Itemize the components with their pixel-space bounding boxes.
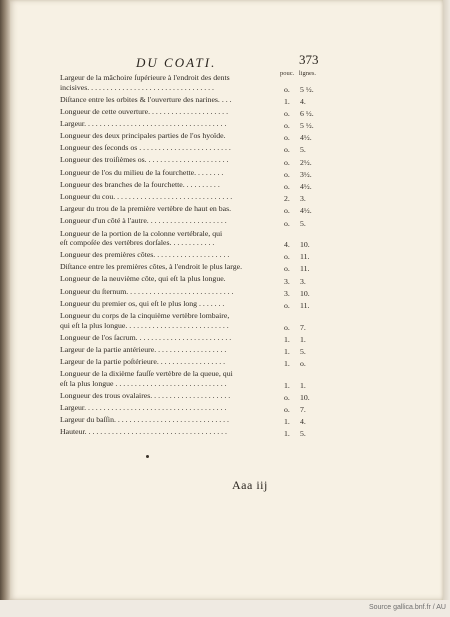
book-gutter-shadow [0, 0, 10, 600]
row-pouces: o. [284, 157, 290, 167]
row-pouces: 3. [284, 276, 290, 286]
row-lignes: 4½. [300, 206, 312, 216]
table-row [60, 143, 330, 155]
row-pouces: o. [284, 392, 290, 402]
row-pouces: 1. [284, 429, 290, 439]
table-row [60, 391, 330, 403]
table-row [60, 119, 330, 131]
row-pouces: o. [284, 121, 290, 131]
row-lignes: 4. [300, 417, 306, 427]
row-lignes: 11. [300, 301, 310, 310]
row-pouces: o. [284, 84, 290, 94]
page-edge [443, 0, 450, 600]
row-lignes: 10. [300, 288, 310, 298]
row-lignes: 10. [300, 240, 310, 250]
page-number: 373 [299, 52, 319, 67]
row-pouces: o. [284, 182, 290, 191]
row-description: Longueur de cette ouverture. . . . . . . . . . . . . . . . . . . . . [60, 106, 229, 116]
row-pouces: o. [284, 404, 290, 414]
row-lignes: 6 ½. [300, 108, 314, 118]
row-pouces: 1. [284, 417, 290, 427]
row-lignes: 5 ½. [300, 84, 314, 94]
row-lignes: 4½. [300, 133, 312, 143]
row-lignes: o. [300, 359, 306, 369]
row-description: Largeur du baſſin. . . . . . . . . . . . . . . . . . . . . . . . . . . . . . [60, 414, 229, 424]
table-row [60, 287, 330, 299]
row-lignes: 11. [300, 252, 310, 262]
row-description: Longueur du ſternum. . . . . . . . . . . . . . . . . . . . . . . . . . . . [60, 286, 234, 296]
row-pouces: 2. [284, 194, 290, 204]
row-lignes: 10. [300, 392, 310, 402]
row-lignes: 5. [300, 218, 306, 228]
row-description: Longueur des deux principales parties de l'os hyoïde. [60, 131, 226, 141]
source-credit: Source gallica.bnf.fr / AU [368, 604, 446, 611]
row-description: Longueur du cou. . . . . . . . . . . . . . . . . . . . . . . . . . . . . . . [60, 192, 233, 201]
table-row [60, 250, 330, 262]
row-lignes: 5. [300, 346, 306, 356]
row-pouces: 1. [284, 359, 290, 369]
row-pouces: 3. [284, 288, 290, 298]
row-description: Longueur de l'os ſacrum. . . . . . . . . . . . . . . . . . . . . . . . . [60, 332, 232, 342]
table-row [60, 369, 330, 391]
row-pouces: o. [284, 218, 290, 228]
row-description: Diſtance entre les orbites & l'ouverture des narines. . . . [60, 94, 232, 104]
row-description: Longueur d'un côté à l'autre. . . . . . . . . . . . . . . . . . . . . [60, 216, 227, 226]
column-header-units: pouc. lignes. [280, 70, 317, 77]
row-lignes: 3. [300, 276, 306, 286]
row-lignes: 1. [300, 334, 306, 344]
row-description: Diſtance entre les premières côtes, à l'endroit le plus large. [60, 262, 243, 272]
row-lignes: 5. [300, 145, 306, 155]
row-description: Longueur de la portion de la colonne vertébrale, qui eſt compoſée des vertèbres dorſales. . . . . . . . . . . . [60, 228, 223, 248]
row-lignes: 7. [300, 322, 306, 332]
row-description: Largeur du trou de la première vertèbre de haut en bas. [60, 204, 232, 214]
table-row [60, 274, 330, 286]
table-row [60, 333, 330, 345]
table-row [60, 357, 330, 369]
row-pouces: o. [284, 108, 290, 118]
row-description: Largeur de la partie poſtérieure. . . . . . . . . . . . . . . . . . [60, 356, 226, 366]
table-row [60, 192, 330, 204]
row-description: Largeur de la mâchoire ſupérieure à l'endroit des dents incisives. . . . . . . . . . . . . . . . . . . . . . . . . . . . . . . . . [60, 73, 230, 92]
row-pouces: 1. [284, 96, 290, 106]
row-description: Longueur du corps de la cinquième vertèbre lombaire, qui eſt la plus longue. . . . . . . . . . . . . . . . . . . . . . . . . . . [60, 311, 230, 330]
running-head: DU COATI. [136, 55, 217, 70]
row-lignes: 3½. [300, 169, 312, 179]
signature-mark: Aaa iij [232, 478, 268, 492]
row-description: Longueur des troiſièmes os. . . . . . . . . . . . . . . . . . . . . . [60, 155, 229, 165]
row-pouces: 1. [284, 346, 290, 356]
row-description: Longueur des ſeconds os . . . . . . . . . . . . . . . . . . . . . . . . [60, 143, 231, 153]
row-lignes: 2½. [300, 157, 312, 167]
row-description: Longueur de la dixième fauſſe vertèbre de la queue, qui eſt la plus longue . . . . . . . . . . . . . . . . . . . . . . . . . . . . . [60, 369, 233, 388]
row-pouces: 1. [284, 334, 290, 344]
measurement-table [60, 73, 330, 439]
row-lignes: 4½. [300, 182, 312, 191]
row-description: Longueur de l'os du milieu de la fourchette. . . . . . . . [60, 167, 224, 177]
row-pouces: o. [284, 169, 290, 179]
table-row [60, 427, 330, 439]
row-description: Longueur de la neuvième côte, qui eſt la plus longue. [60, 274, 226, 284]
row-pouces: o. [284, 252, 290, 262]
row-description: Longueur des premières côtes. . . . . . . . . . . . . . . . . . . . [60, 250, 230, 260]
row-pouces: o. [284, 264, 290, 274]
row-pouces: o. [284, 133, 290, 143]
row-lignes: 5 ½. [300, 121, 314, 131]
table-row [60, 155, 330, 167]
table-row [60, 262, 330, 274]
table-row [60, 403, 330, 415]
row-description: Largeur. . . . . . . . . . . . . . . . . . . . . . . . . . . . . . . . . . . . . [60, 402, 227, 412]
row-description: Hauteur. . . . . . . . . . . . . . . . . . . . . . . . . . . . . . . . . . . . . [60, 427, 227, 437]
row-pouces: o. [284, 322, 290, 332]
table-row [60, 73, 330, 95]
row-pouces: o. [284, 145, 290, 155]
row-pouces: 1. [284, 380, 290, 390]
table-row [60, 229, 330, 251]
table-row [60, 216, 330, 228]
row-description: Longueur des trous ovalaires. . . . . . . . . . . . . . . . . . . . . [60, 390, 231, 400]
row-lignes: 11. [300, 264, 310, 274]
table-row [60, 204, 330, 216]
row-description: Largeur de la partie antérieure. . . . . . . . . . . . . . . . . . . [60, 344, 227, 354]
row-description: Longueur des branches de la fourchette. . . . . . . . . . [60, 179, 220, 189]
row-lignes: 1. [300, 380, 306, 390]
table-row [60, 345, 330, 357]
table-row [60, 299, 330, 311]
row-lignes: 5. [300, 429, 306, 439]
table-row [60, 415, 330, 427]
row-pouces: 4. [284, 240, 290, 250]
table-row [60, 168, 330, 180]
row-lignes: 7. [300, 404, 306, 414]
table-row [60, 107, 330, 119]
row-description: Longueur du premier os, qui eſt le plus long . . . . . . . [60, 298, 225, 308]
row-lignes: 4. [300, 96, 306, 106]
table-row [60, 311, 330, 333]
table-row [60, 131, 330, 143]
ink-spot [146, 455, 149, 458]
row-pouces: o. [284, 206, 290, 216]
row-lignes: 3. [300, 194, 306, 204]
row-description: Largeur. . . . . . . . . . . . . . . . . . . . . . . . . . . . . . . . . . . . . [60, 118, 227, 128]
row-pouces: o. [284, 301, 290, 310]
table-row [60, 95, 330, 107]
table-row [60, 180, 330, 192]
